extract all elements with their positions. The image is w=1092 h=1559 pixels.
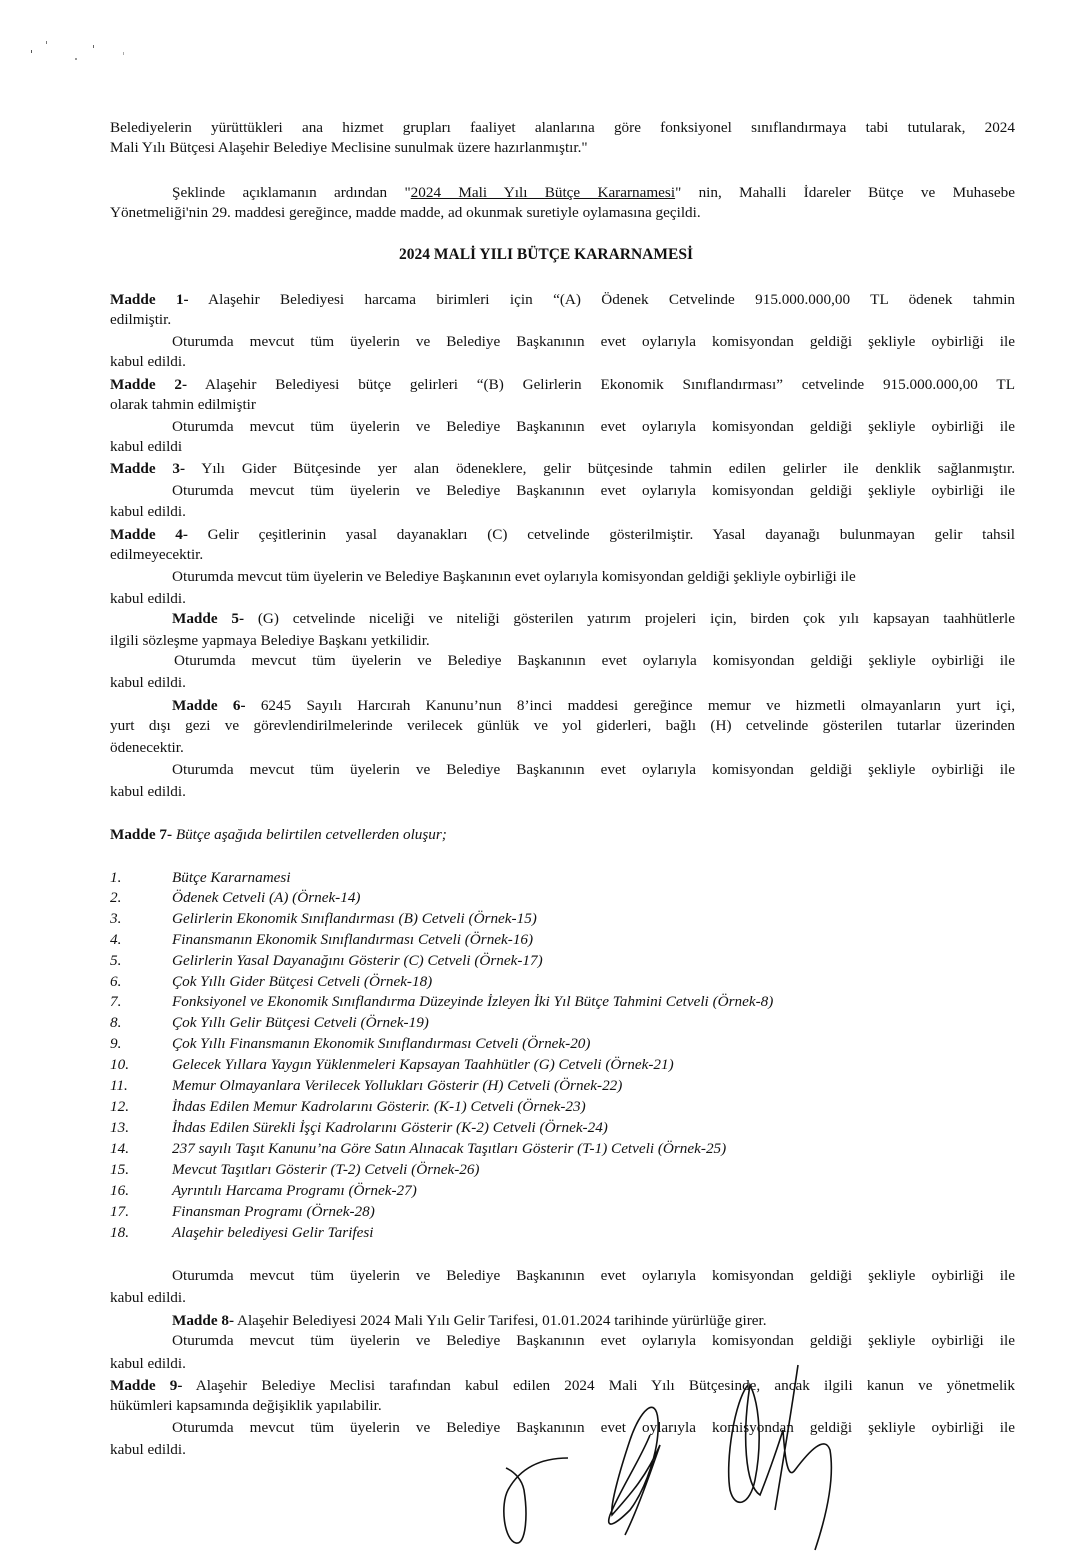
article-5	[110, 609, 1015, 629]
schedule-text: Çok Yıllı Gider Bütçesi Cetveli (Örnek-18)	[172, 973, 433, 990]
scan-artifacts	[0, 0, 200, 80]
vote-result: kabul edildi.	[110, 783, 186, 800]
article-label: Madde 6-	[172, 697, 246, 714]
schedule-number: 8.	[110, 1014, 122, 1031]
schedule-item	[110, 951, 543, 971]
article-text: Alaşehir Belediye Meclisi tarafından kabul edilen 2024 Mali Yılı Bütçesinde, ancak ilgili kanun ve yönetmelik	[182, 1377, 1015, 1394]
signature-1	[504, 1458, 568, 1543]
schedule-item	[110, 1097, 586, 1117]
schedule-item	[110, 1223, 374, 1243]
schedule-item	[110, 909, 537, 929]
schedule-text: Gelirlerin Yasal Dayanağını Gösterir (C) Cetveli (Örnek-17)	[172, 952, 543, 969]
article-text: Alaşehir Belediyesi harcama birimleri için “(A) Ödenek Cetvelinde 915.000.000,00 TL ödenek tahmin	[188, 291, 1015, 308]
schedule-text: Fonksiyonel ve Ekonomik Sınıflandırma Düzeyinde İzleyen İki Yıl Bütçe Tahmini Cetveli (Örnek-8)	[172, 993, 774, 1010]
article-label: Madde 4-	[110, 526, 188, 543]
schedule-number: 13.	[110, 1119, 129, 1136]
schedule-text: Mevcut Taşıtları Gösterir (T-2) Cetveli (Örnek-26)	[172, 1161, 480, 1178]
schedule-number: 17.	[110, 1203, 129, 1220]
schedule-number: 1.	[110, 869, 122, 886]
schedule-item	[110, 930, 533, 950]
vote-text: Oturumda mevcut tüm üyelerin ve Belediye Başkanının evet oylarıyla komisyondan geldiği şekliyle oybirliği ile	[172, 1419, 1015, 1436]
schedule-text: Gelecek Yıllara Yaygın Yüklenmeleri Kapsayan Taahhütler (G) Cetveli (Örnek-21)	[172, 1056, 674, 1073]
budget-decree-link: 2024 Mali Yılı Bütçe Kararnamesi	[410, 184, 676, 201]
schedule-text: Çok Yıllı Finansmanın Ekonomik Sınıflandırması Cetveli (Örnek-20)	[172, 1035, 591, 1052]
article-label: Madde 3-	[110, 460, 186, 477]
article-label: Madde 2-	[110, 376, 188, 393]
schedule-number: 6.	[110, 973, 122, 990]
schedule-text: İhdas Edilen Memur Kadrolarını Gösterir. (K-1) Cetveli (Örnek-23)	[172, 1098, 586, 1115]
schedule-item	[110, 1202, 375, 1222]
schedule-text: Alaşehir belediyesi Gelir Tarifesi	[172, 1224, 374, 1241]
schedule-number: 12.	[110, 1098, 129, 1115]
schedule-item	[110, 1181, 417, 1201]
article-6-cont: yurt dışı gezi ve görevlendirilmelerinde verilecek günlük ve yol giderleri, bağlı (H) cetvelinde gösterilen tutarlar üzerinden	[110, 717, 1015, 734]
signature-3	[729, 1365, 832, 1550]
article-2	[110, 375, 1015, 395]
article-8	[110, 1311, 1077, 1331]
article-3	[110, 459, 1015, 479]
schedule-number: 15.	[110, 1161, 129, 1178]
article-text: Alaşehir Belediyesi 2024 Mali Yılı Gelir Tarifesi, 01.01.2024 tarihinde yürürlüğe girer.	[234, 1312, 767, 1329]
schedule-number: 3.	[110, 910, 122, 927]
schedule-text: Finansman Programı (Örnek-28)	[172, 1203, 375, 1220]
schedule-number: 14.	[110, 1140, 129, 1157]
vote-text: Oturumda mevcut tüm üyelerin ve Belediye Başkanının evet oylarıyla komisyondan geldiği şekliyle oybirliği ile	[172, 482, 1015, 499]
article-label: Madde 7-	[110, 826, 173, 843]
vote-result: kabul edildi.	[110, 503, 186, 520]
schedule-text: İhdas Edilen Sürekli İşçi Kadrolarını Gösterir (K-2) Cetveli (Örnek-24)	[172, 1119, 608, 1136]
vote-text: Oturumda mevcut tüm üyelerin ve Belediye Başkanının evet oylarıyla komisyondan geldiği şekliyle oybirliği ile	[172, 1332, 1015, 1349]
schedule-text: Gelirlerin Ekonomik Sınıflandırması (B) Cetveli (Örnek-15)	[172, 910, 537, 927]
article-text: Alaşehir Belediyesi bütçe gelirleri “(B) Gelirlerin Ekonomik Sınıflandırması” cetvelinde 915.000.000,00 TL	[187, 376, 1015, 393]
article-label: Madde 1-	[110, 291, 189, 308]
article-text: Bütçe aşağıda belirtilen cetvellerden oluşur;	[172, 826, 447, 843]
article-6-cont-2: ödenecektir.	[110, 739, 184, 756]
vote-text: Oturumda mevcut tüm üyelerin ve Belediye Başkanının evet oylarıyla komisyondan geldiği şekliyle oybirliği ile	[172, 568, 856, 585]
schedule-number: 5.	[110, 952, 122, 969]
schedule-text: Memur Olmayanlara Verilecek Yollukları Gösterir (H) Cetveli (Örnek-22)	[172, 1077, 623, 1094]
schedule-item	[110, 1076, 622, 1096]
vote-result: kabul edildi.	[110, 353, 186, 370]
schedule-text: Ayrıntılı Harcama Programı (Örnek-27)	[172, 1182, 417, 1199]
vote-text: Oturumda mevcut tüm üyelerin ve Belediye Başkanının evet oylarıyla komisyondan geldiği şekliyle oybirliği ile	[172, 418, 1015, 435]
article-text: (G) cetvelinde niceliği ve niteliği gösterilen yatırım projeleri için, birden çok yılı kapsayan taahhütlerle	[244, 610, 1015, 627]
article-text: Gelir çeşitlerinin yasal dayanakları (C) cetvelinde gösterilmiştir. Yasal dayanağı bulunmayan gelir tahsil	[187, 526, 1015, 543]
article-1-cont: edilmiştir.	[110, 311, 172, 328]
signatures	[480, 1340, 880, 1559]
schedule-item	[110, 1118, 608, 1138]
article-9-cont: hükümleri kapsamında değişiklik yapılabilir.	[110, 1397, 382, 1414]
article-4	[110, 525, 1015, 545]
signature-2	[609, 1407, 660, 1535]
schedule-item	[110, 1013, 429, 1033]
schedule-number: 4.	[110, 931, 122, 948]
schedule-item	[110, 972, 432, 992]
vote-result: kabul edildi.	[110, 1441, 186, 1458]
intro-line-2: Mali Yılı Bütçesi Alaşehir Belediye Meclisine sunulmak üzere hazırlanmıştır."	[110, 139, 588, 156]
schedule-item	[110, 1034, 590, 1054]
article-label: Madde 9-	[110, 1377, 183, 1394]
schedule-number: 2.	[110, 889, 122, 906]
schedule-number: 7.	[110, 993, 122, 1010]
vote-text: Oturumda mevcut tüm üyelerin ve Belediye Başkanının evet oylarıyla komisyondan geldiği şekliyle oybirliği ile	[172, 333, 1015, 350]
schedule-number: 10.	[110, 1056, 129, 1073]
article-5-cont: ilgili sözleşme yapmaya Belediye Başkanı yetkilidir.	[110, 632, 430, 649]
article-2-cont: olarak tahmin edilmiştir	[110, 396, 256, 413]
schedule-number: 11.	[110, 1077, 128, 1094]
schedule-item	[110, 992, 773, 1012]
vote-result: kabul edildi	[110, 438, 183, 455]
article-6	[110, 696, 1015, 716]
article-4-cont: edilmeyecektir.	[110, 546, 204, 563]
intro-line-1: Belediyelerin yürüttükleri ana hizmet grupları faaliyet alanlarına göre fonksiyonel sınıflandırmaya tabi tutularak, 2024	[110, 119, 1015, 136]
para2-line-1	[110, 183, 1015, 203]
schedule-text: 237 sayılı Taşıt Kanunu’na Göre Satın Alınacak Taşıtları Gösterir (T-1) Cetveli (Örnek-25)	[172, 1140, 727, 1157]
article-1	[110, 290, 1015, 310]
schedule-item	[110, 1055, 674, 1075]
vote-result: kabul edildi.	[110, 674, 186, 691]
schedule-text: Çok Yıllı Gelir Bütçesi Cetveli (Örnek-19)	[172, 1014, 429, 1031]
schedule-text: Bütçe Kararnamesi	[172, 869, 291, 886]
article-7	[110, 825, 1015, 845]
vote-result: kabul edildi.	[110, 1355, 186, 1372]
schedule-text: Finansmanın Ekonomik Sınıflandırması Cetveli (Örnek-16)	[172, 931, 534, 948]
vote-text: Oturumda mevcut tüm üyelerin ve Belediye Başkanının evet oylarıyla komisyondan geldiği şekliyle oybirliği ile	[174, 652, 1015, 669]
article-label: Madde 5-	[172, 610, 245, 627]
document-title: 2024 MALİ YILI BÜTÇE KARARNAMESİ	[399, 246, 693, 263]
vote-text: Oturumda mevcut tüm üyelerin ve Belediye Başkanının evet oylarıyla komisyondan geldiği şekliyle oybirliği ile	[172, 761, 1015, 778]
article-text: Yılı Gider Bütçesinde yer alan ödeneklere, gelir bütçesinde tahmin edilen gelirler ile denklik sağlanmıştır.	[185, 460, 1015, 477]
para2-post: " nin, Mahalli İdareler Bütçe ve Muhasebe	[675, 184, 1015, 201]
vote-text: Oturumda mevcut tüm üyelerin ve Belediye Başkanının evet oylarıyla komisyondan geldiği şekliyle oybirliği ile	[172, 1267, 1015, 1284]
para2-pre: Şeklinde açıklamanın ardından "	[172, 184, 411, 201]
schedule-number: 9.	[110, 1035, 122, 1052]
schedule-item	[110, 1139, 726, 1159]
schedule-number: 16.	[110, 1182, 129, 1199]
vote-result: kabul edildi.	[110, 590, 186, 607]
schedule-number: 18.	[110, 1224, 129, 1241]
schedule-item	[110, 888, 361, 908]
article-text: 6245 Sayılı Harcırah Kanunu’nun 8’inci maddesi gereğince memur ve hizmetli olmayanların yurt içi,	[245, 697, 1015, 714]
schedule-text: Ödenek Cetveli (A) (Örnek-14)	[172, 889, 361, 906]
vote-result: kabul edildi.	[110, 1289, 186, 1306]
schedule-item	[110, 1160, 480, 1180]
schedule-item	[110, 868, 291, 888]
article-label: Madde 8-	[172, 1312, 235, 1329]
para2-line-2: Yönetmeliği'nin 29. maddesi gereğince, madde madde, ad okunmak suretiyle oylamasına geçildi.	[110, 204, 701, 221]
